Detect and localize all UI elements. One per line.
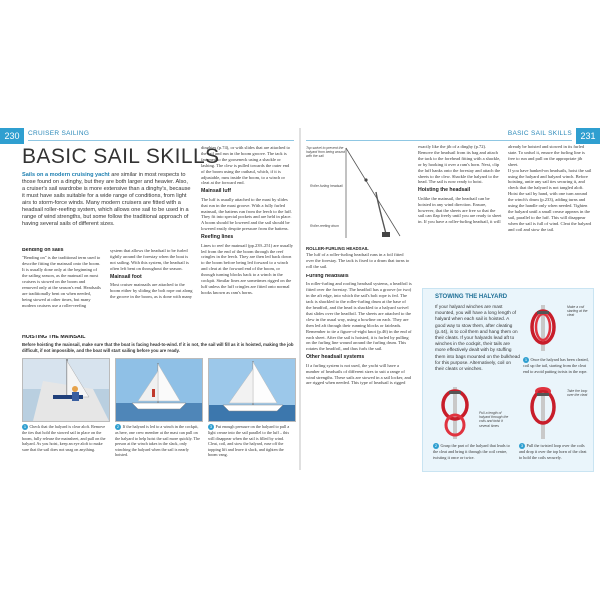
stow-label-2: Take the loop over the cleat (567, 389, 588, 398)
stowing-text: If your halyard winches are mast mounted, you will have a long length of halyard when each sail is hoisted. A good way to stow them, after cleating (p.44), is to coil them and hang them on their cleats. If your halyards lead aft to winches in the cockpit, their tails are more effectively dealt with by stuffing them into bags mounted on the bulkhead for this purpose. Alternatively, coil on their cleats or winches. (435, 304, 520, 372)
step-number: 2 (434, 443, 438, 449)
intro-text: are similar in most respects to those found on a dinghy, but they are both larger and heavier. Also, a cruiser's sail wardrobe is more extensive than a dinghy's, because it must have sails suitable for a wide range of conditions, from light airs to storm-force winds. Many modern cruisers are fitted with a headsail roller-reefing system, which allows one sail to be used in a range of wind strengths, but some follow the traditional approach of having several sails of different sizes. (22, 172, 191, 227)
step-number: 3 (209, 424, 213, 430)
foot-text: Most cruiser mainsails are attached to the boom either by sliding the bolt rope out along the groove in the boom, as is done with many (110, 282, 193, 299)
diagram-caption (306, 246, 412, 270)
bending-column-2 (110, 248, 194, 328)
diagram-caption-title: ROLLER-FURLING HEADSAIL (306, 246, 369, 251)
mainsail-column (201, 145, 293, 337)
hoist-step-1-caption (22, 424, 108, 468)
boom-attach-text: dinghies (p.74), or with slides that are attached to the sail and run in the boom groove. The tack is fastened to the gooseneck using a shackle or lashing. The clew is pulled towards the outer end of the boom using the outhaul, which, if it is adjustable, runs inside the boom, to a winch or cleat at the forward end. (201, 145, 290, 186)
photo-hoisting-step-1 (22, 358, 110, 422)
hanked-on-text: already be hoisted and stowed in its furled state. To unfurl it, ensure the furling line is free to run and pull on the appropriate jib sheet. If you have hanked-on headsails, hoist the sail using the halyard and halyard winch. Before hoisting, untie any sail ties securing it, and check that the halyard is not tangled aloft. Hoist the sail by hand, with one turn around the winch's drum (p.233), adding turns and using the handle only when needed. Tighten the halyard until a small crease appears in the sail, parallel to the luff. This will disappear when the sail is full of wind. Cleat the halyard and coil and stow the tail. (508, 144, 592, 232)
photo-hoisting-step-3 (208, 358, 296, 422)
page-title: BASIC SAIL SKILLS (22, 145, 220, 168)
rigging-text: exactly like the jib of a dinghy (p.72). Remove the headsail from its bag and attach the tack to the forehead fitting with a shackle, or by hooking it over a ram's horn. Next, clip the luff hanks onto the forestay and attach the sheets to the clew. Shackle the halyard to the head. The sail is now ready to hoist. (418, 144, 501, 185)
luff-heading: Mainsail luff (201, 188, 231, 195)
headsail-column (418, 144, 502, 286)
step-text: Grasp the part of the halyard that leads to the cleat and bring it through the coil centre, twisting it once or twice. (433, 443, 510, 460)
label-top-swivel: Top swivel to prevent the halyard from being wound with the sail (306, 146, 346, 159)
page-number-left: 230 (0, 128, 24, 144)
roller-furling-diagram (306, 144, 412, 244)
step-number: 2 (116, 424, 120, 430)
furling-heading: Furling headsails (306, 274, 349, 279)
running-header-left: CRUISER SAILING (28, 130, 90, 137)
step-text: Once the halyard has been cleated, coil up the tail, starting from the cleat end to avoid putting twists in the rope. (523, 357, 589, 374)
bending-text-1: "Bending on" is the traditional term used to describe fitting the mainsail onto the boom. It is usually done only at the beginning of the sailing season, as the mainsail on most cruisers is stowed on the boom and removed only at the season's end. Headsails are traditionally bent on when needed, being stowed at other times, but many modern cruisers use a roller-reefing (22, 255, 101, 308)
step-number: 1 (23, 424, 27, 430)
hoist-step-3-caption (208, 424, 294, 468)
hoist-heading: HOISTING THE MAINSAIL (22, 335, 86, 340)
intro-lead: Sails on a modern cruising yacht (22, 172, 110, 178)
coil-illustration-3 (523, 385, 563, 441)
stow-step-2-caption (433, 443, 513, 469)
foot-heading: Mainsail foot (110, 273, 142, 280)
stow-step-3-caption (519, 443, 589, 469)
hanked-on-column (508, 144, 592, 286)
other-systems-heading: Other headsail systems (306, 354, 365, 361)
step-text: If the halyard is led to a winch in the cockpit, as here, one crew member at the mast can pull on the halyard to help hoist the sail more quickly. The person at the winch takes in the slack, only winching the halyard when the sail is nearly hoisted. (115, 424, 201, 458)
other-systems-text: If a furling system is not used, the yacht will have a number of headsails of different sizes to suit a range of wind strengths. These sails are stowed in a sail locker, and are rigged when needed. This type of headsail is rigged (306, 362, 411, 386)
coil-illustration-1 (523, 303, 563, 353)
reef-text: Lines to reef the mainsail (pp.239–251) are usually led from the end of the boom through the reef cringles in the leech. They are then led back down to the boom before being led forward to a winch and cleat at the forward end of the boom, or through turning blocks back to a winch in the cockpit. Similar lines are sometimes rigged on the luff unless the luff cringles are fitted onto normal hooks known as ram's horns. (201, 242, 293, 295)
header-rule-left (28, 140, 294, 141)
book-gutter (299, 128, 301, 470)
hoisting-headsail-heading: Hoisting the headsail (418, 187, 471, 194)
step-text: Put enough pressure on the halyard to pull a light crease into the sail parallel to the luff – this will disappear when the sail is filled by wind. Cleat, coil, and stow the halyard, ease off the topping lift and leave it slack, and tighten the boom vang. (208, 424, 290, 458)
hoisting-headsail-text: Unlike the mainsail, the headsail can be hoisted in any wind direction. Ensure, however, that the sheets are free so that the sail can flap freely until you are ready to sheet in. If you have a roller-furling headsail, it will (418, 195, 502, 225)
furling-text: In roller-furling and roofing headsail systems, a headfoil is fitted over the forestay. The headfoil has a groove (or two) in the aft edge, into which the sail's bolt rope is fed. The tack is shackled to the roller-furling drum at the base of the headfoil, and the head is shackled to a halyard swivel that slides over the headfoil. The sheets are attached to the clew in the usual way, using a bowline on each. They are then led aft through their running blocks or fairleads. Remember to tie a figure-of-eight knot (p.46) in the end of each sheet. After the sail is hoisted, it is furled by pulling on the furling line wound around the furling drum. This rotates the headfoil, and thus furls the sail. (306, 281, 412, 352)
stow-label-1: Make a coil starting at the cleat (567, 305, 588, 318)
step-number: 1 (524, 357, 528, 363)
book-spread (0, 128, 600, 470)
photo-hoisting-step-2 (115, 358, 203, 422)
hoist-intro: Before hoisting the mainsail, make sure that the boat is facing head-to-wind. If it is not, the sail will fill as it is hoisted, making the job difficult, if not impossible, and the boat will start sailing before you are ready. (22, 342, 294, 353)
step-text: Pull the twisted loop over the coils and drop it over the top horn of the cleat to hold the coils securely. (519, 443, 587, 460)
stowing-halyard-panel (422, 288, 594, 472)
furling-column (306, 274, 412, 468)
diagram-caption-text: The luff of a roller-furling headsail runs in a foil fitted over the forestay. The tack is fixed to a drum that turns to roll the sail. (306, 251, 410, 269)
header-rule-right (306, 140, 572, 141)
label-furled-headsail: Roller-furling headsail (310, 184, 343, 188)
hoist-step-2-caption (115, 424, 201, 468)
bending-column-1 (22, 248, 102, 328)
step-text: Check that the halyard is clear aloft. Remove the ties that hold the stowed sail in place on the boom, fully release the mainsheet, and pull on the halyard. As you hoist, keep an eye aloft to make sure that the sail does not snag on anything. (22, 424, 106, 452)
stow-step-1-caption (523, 357, 589, 383)
label-reefing-drum: Roller-reefing drum (310, 224, 339, 228)
stow-label-3: Pull a length of halyard through the coils and twist it several times (479, 411, 509, 428)
bending-text-2: system that allows the headsail to be furled tightly around the forestay when the boat is not sailing. With this system, the headsail is often left bent on throughout the season. (110, 248, 189, 271)
running-header-right: BASIC SAIL SKILLS (507, 130, 572, 137)
reef-heading: Reefing lines (201, 234, 234, 241)
step-number: 3 (520, 443, 524, 449)
luff-text: The luff is usually attached to the mast by slides that run in the mast groove. With a fully furled mainsail, the battens run from the leech to the luff. They fit into special pockets and are held in place. A boom should be lowered and the sail should be lowered easily despite pressure from the battens. (201, 196, 293, 232)
intro-paragraph (22, 172, 192, 228)
stowing-title: STOWING THE HALYARD (435, 294, 508, 300)
bending-heading: Bending on sails (22, 248, 64, 253)
coil-illustration-2 (433, 385, 477, 441)
hoisting-mainsail-box (22, 335, 294, 355)
page-number-right: 231 (576, 128, 600, 144)
